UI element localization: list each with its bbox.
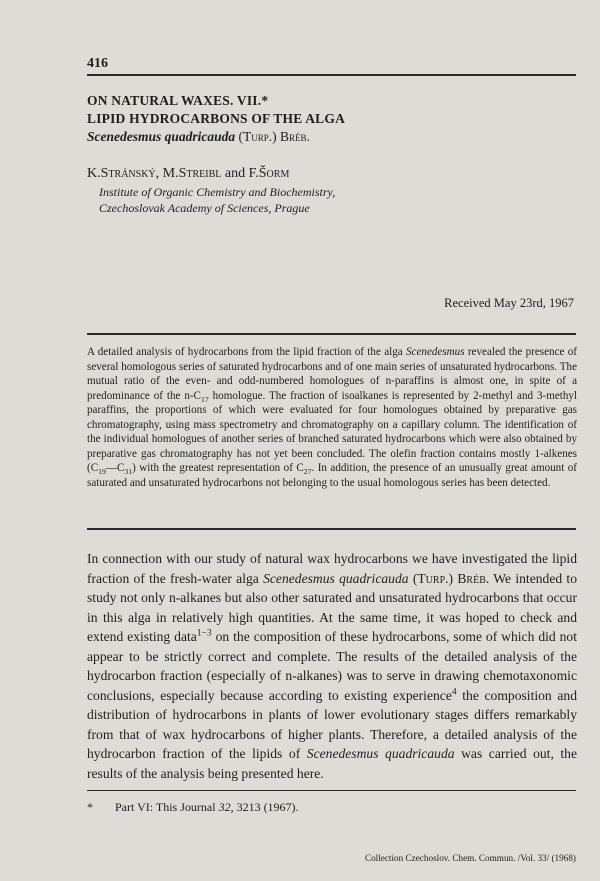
journal-footer: Collection Czechoslov. Chem. Commun. /Vol. 33/ (1968) [364, 853, 576, 863]
abstract-bottom-rule [87, 528, 576, 530]
authority-turp: Turp. [243, 129, 273, 144]
reference-marker: 4 [451, 687, 457, 698]
article-subtitle [87, 129, 310, 145]
abstract: A detailed analysis of hydrocarbons from the lipid fraction of the alga Scenedesmus revealed the presence of several homologous series of saturated hydrocarbons and of one main series of unsaturated hydrocarbons. The mutual ratio of the even- and odd-numbered homologues of n-paraffins is almost one, in spite of a predominance of the $n-C_{17}$ homologue. The fraction of isoalkanes is represented by 2-methyl and 3-methyl paraffins, the proportions of which were evaluated for four homologues obtained by preparative gas chromatography, using mass spectrometry and chromatography on a capillary column. The identification of the individual homologues of another series of branched saturated hydrocarbons which were also obtained by preparative gas chromatography has not yet been concluded. The olefin fraction contains mostly 1-alkenes $(C_{19}—C_{31})$ with the greatest representation of $C_{27}$. In addition, the presence of an unusually great amount of saturated and unsaturated hydrocarbons not belonging to the usual homologous series has been detected. [87, 346, 578, 489]
footnote-marker: * [87, 800, 93, 814]
author-3: F.Šorm [248, 166, 290, 181]
species-name: Scenedesmus quadricauda [87, 129, 236, 144]
author-2: M.Streibl [162, 166, 222, 181]
received-date: Received May 23rd, 1967 [444, 296, 574, 310]
author-1: K.Stránský [87, 166, 156, 181]
affiliation-line2: Czechoslovak Academy of Sciences, Prague [99, 201, 310, 215]
author-list [87, 166, 289, 182]
abstract-top-rule [87, 333, 576, 335]
footnote: * Part VI: This Journal 32, 3213 (1967). [87, 800, 299, 814]
abstract-species: Scenedesmus [406, 346, 465, 358]
authority-breb: Bréb. [280, 129, 310, 144]
authority-close: ) [272, 129, 281, 144]
article-title-line1: ON NATURAL WAXES. VII.* [87, 93, 269, 108]
reference-marker: 1−3 [196, 628, 212, 639]
body-species: Scenedesmus quadricauda [306, 746, 455, 762]
article-title-line2: LIPID HYDROCARBONS OF THE ALGA [87, 111, 346, 126]
authority-open: ( [235, 129, 244, 144]
author-separator: , [155, 166, 163, 181]
body-species: Scenedesmus quadricauda [263, 570, 409, 586]
footnote-rule [87, 790, 576, 791]
header-rule [87, 74, 576, 76]
author-separator: and [221, 166, 249, 181]
body-paragraph: In connection with our study of natural wax hydrocarbons we have investigated the lipid fraction of the fresh-water alga Scenedesmus quadricauda (Turp.) Bréb. We intended to study not only n-alkanes but also other saturated and unsaturated hydrocarbons that occur in this alga in relatively high quantities. At the same time, it was hoped to check and extend existing data$^{1-3}$ on the composition of these hydrocarbons, some of which did not appear to be strictly correct and complete. The results of the detailed analysis of the hydrocarbon fraction (especially of n-alkanes) was to serve in drawing chemotaxonomic conclusions, especially because according to existing experience$^4$ the composition and distribution of hydrocarbons in plants of lower evolutionary stages differs remarkably from that of wax hydrocarbons of higher plants. Therefore, a detailed analysis of the hydrocarbon fraction of the lipids of Scenedesmus quadricauda was carried out, the results of the analysis being presented here. [87, 551, 578, 782]
affiliation-line1: Institute of Organic Chemistry and Biochemistry, [99, 185, 336, 199]
page-number: 416 [87, 56, 108, 71]
